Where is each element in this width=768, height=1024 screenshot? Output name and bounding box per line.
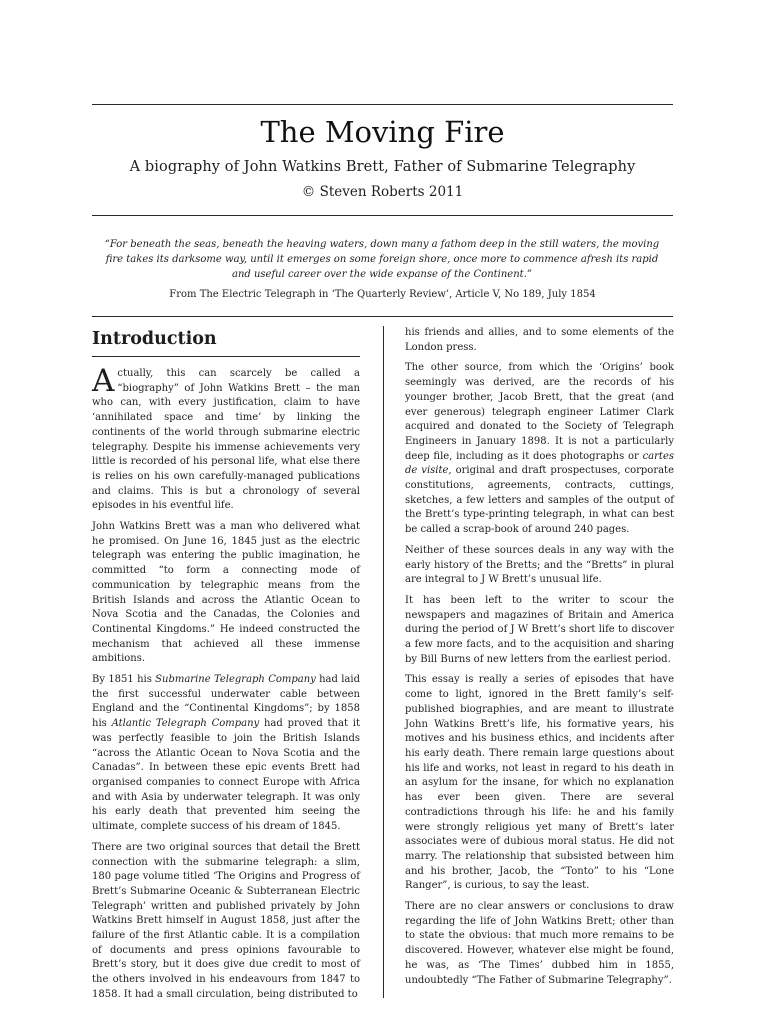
paragraph-6 bbox=[405, 361, 674, 537]
epigraph-rule bbox=[92, 316, 673, 317]
paragraph-8: It has been left to the writer to scour the newspapers and magazines of Britain and America during the period of J W Brett’s short life to discover a few more facts, and to the acquisition and sharing by Bill Burns of new letters from the earliest period. bbox=[405, 594, 674, 665]
section-heading: Introduction bbox=[92, 328, 360, 357]
paragraph-3-text-a: By 1851 his bbox=[92, 674, 156, 686]
paragraph-1 bbox=[92, 363, 360, 514]
paragraph-7: Neither of these sources deals in any way with the early history of the Bretts; and the “Bretts” in plural are integral to J W Brett’s unusual life. bbox=[405, 544, 674, 586]
epigraph-source: From The Electric Telegraph in ‘The Quarterly Review’, Article V, No 189, July 1854 bbox=[169, 289, 596, 300]
document-subtitle: A biography of John Watkins Brett, Father of Submarine Telegraphy bbox=[129, 159, 636, 175]
epigraph-quote: “For beneath the seas, beneath the heaving waters, down many a fathom deep in the still waters, the moving fire takes its darksome way, until it emerges on some foreign shore, once more to commence afresh its rapid and useful career over the wide expanse of the Continent.” bbox=[104, 239, 660, 280]
paragraph-4: There are two original sources that detail the Brett connection with the submarine telegraph: a slim, 180 page volume titled ‘The Origins and Progress of Brett’s Submarine Oceanic & Subterranean Electric Telegraph’ written and published privately by John Watkins Brett himself in August 1858, just after the failure of the first Atlantic cable. It is a compilation of documents and press opinions favourable to Brett’s story, but it does give due credit to most of the others involved in his endeavours from 1847 to 1858. It had a small circulation, being distributed to bbox=[92, 841, 360, 1000]
top-rule bbox=[92, 104, 673, 105]
copyright-byline: © Steven Roberts 2011 bbox=[301, 184, 464, 200]
left-column bbox=[92, 328, 360, 1009]
paragraph-3 bbox=[92, 673, 360, 835]
paragraph-1-text: ctually, this can scarcely be called a “biography” of John Watkins Brett – the man who can, with every justification, claim to have ‘annihilated space and time’ by linking the continents of the world through submarine electric telegraphy. Despite his immense achievements very little is recorded of his personal life, what else there is relies on his own carefully-managed publications and claims. This is but a chronology of several episodes in his eventful life. bbox=[92, 368, 360, 512]
company-name-italic: Atlantic Telegraph Company bbox=[111, 718, 260, 730]
header-rule bbox=[92, 215, 673, 216]
document-title: The Moving Fire bbox=[260, 115, 505, 149]
column-divider bbox=[383, 326, 384, 998]
paragraph-3-text-b: had laid the first successful underwater cable between England and the “Continental Kingdoms”; by 1858 his bbox=[92, 674, 360, 730]
paragraph-2: John Watkins Brett was a man who delivered what he promised. On June 16, 1845 just as the electric telegraph was entering the public imagination, he committed “to form a connecting mode of communication by telegraphic means from the British Islands and across the Atlantic Ocean to Nova Scotia and the Canadas, the Colonies and Continental Kingdoms.” He indeed constructed the mechanism that achieved all these immense ambitions. bbox=[92, 521, 360, 665]
drop-cap: A bbox=[92, 363, 115, 399]
paragraph-10: There are no clear answers or conclusions to draw regarding the life of John Watkins Brett; other than to state the obvious: that much more remains to be discovered. However, whatever else might be found, he was, as ‘The Times’ dubbed him in 1855, undoubtedly “The Father of Submarine Telegraphy”. bbox=[405, 901, 674, 986]
paragraph-9: This essay is really a series of episodes that have come to light, ignored in the Brett family’s self-published biographies, and are meant to illustrate John Watkins Brett’s life, his formative years, his motives and his business ethics, and incidents after his early death. There remain large questions about his life and works, not least in regard to his death in an asylum for the insane, for which no explanation has ever been given. There are several contradictions through his life: he and his family were strongly religious yet many of Brett’s later associates were of dubious moral status. He did not marry. The relationship that subsisted between him and his brother, Jacob, the “Tonto” to his “Lone Ranger”, is curious, to say the least. bbox=[405, 674, 674, 892]
paragraph-3-text-c: had proved that it was perfectly feasible to join the British Islands “across the Atlantic Ocean to Nova Scotia and the Canadas”. In between these epic events Brett had organised companies to connect Europe with Africa and with Asia by underwater telegraph. It was only his early death that prevented him seeing the ultimate, complete success of his dream of 1845. bbox=[92, 718, 360, 833]
paragraph-5: his friends and allies, and to some elements of the London press. bbox=[405, 327, 674, 353]
cartes-de-visite-italic: cartes de visite, bbox=[405, 450, 674, 477]
right-column bbox=[405, 326, 674, 994]
paragraph-6-text-a: The other source, from which the ‘Origins’ book seemingly was derived, are the records of his younger brother, Jacob Brett, that the great (and ever generous) telegraph engineer Latimer Clark acquired and donated to the Society of Telegraph Engineers in January 1898. It is not a particularly deep file, including as it does photographs or bbox=[405, 362, 674, 462]
company-name-italic: Submarine Telegraph Company bbox=[155, 674, 316, 686]
paragraph-6-text-b: original and draft prospectuses, corporate constitutions, agreements, contracts, cuttings, sketches, a few letters and samples of the output of the Brett’s type-printing telegraph, in what can best be called a scrap-book of around 240 pages. bbox=[405, 465, 674, 536]
